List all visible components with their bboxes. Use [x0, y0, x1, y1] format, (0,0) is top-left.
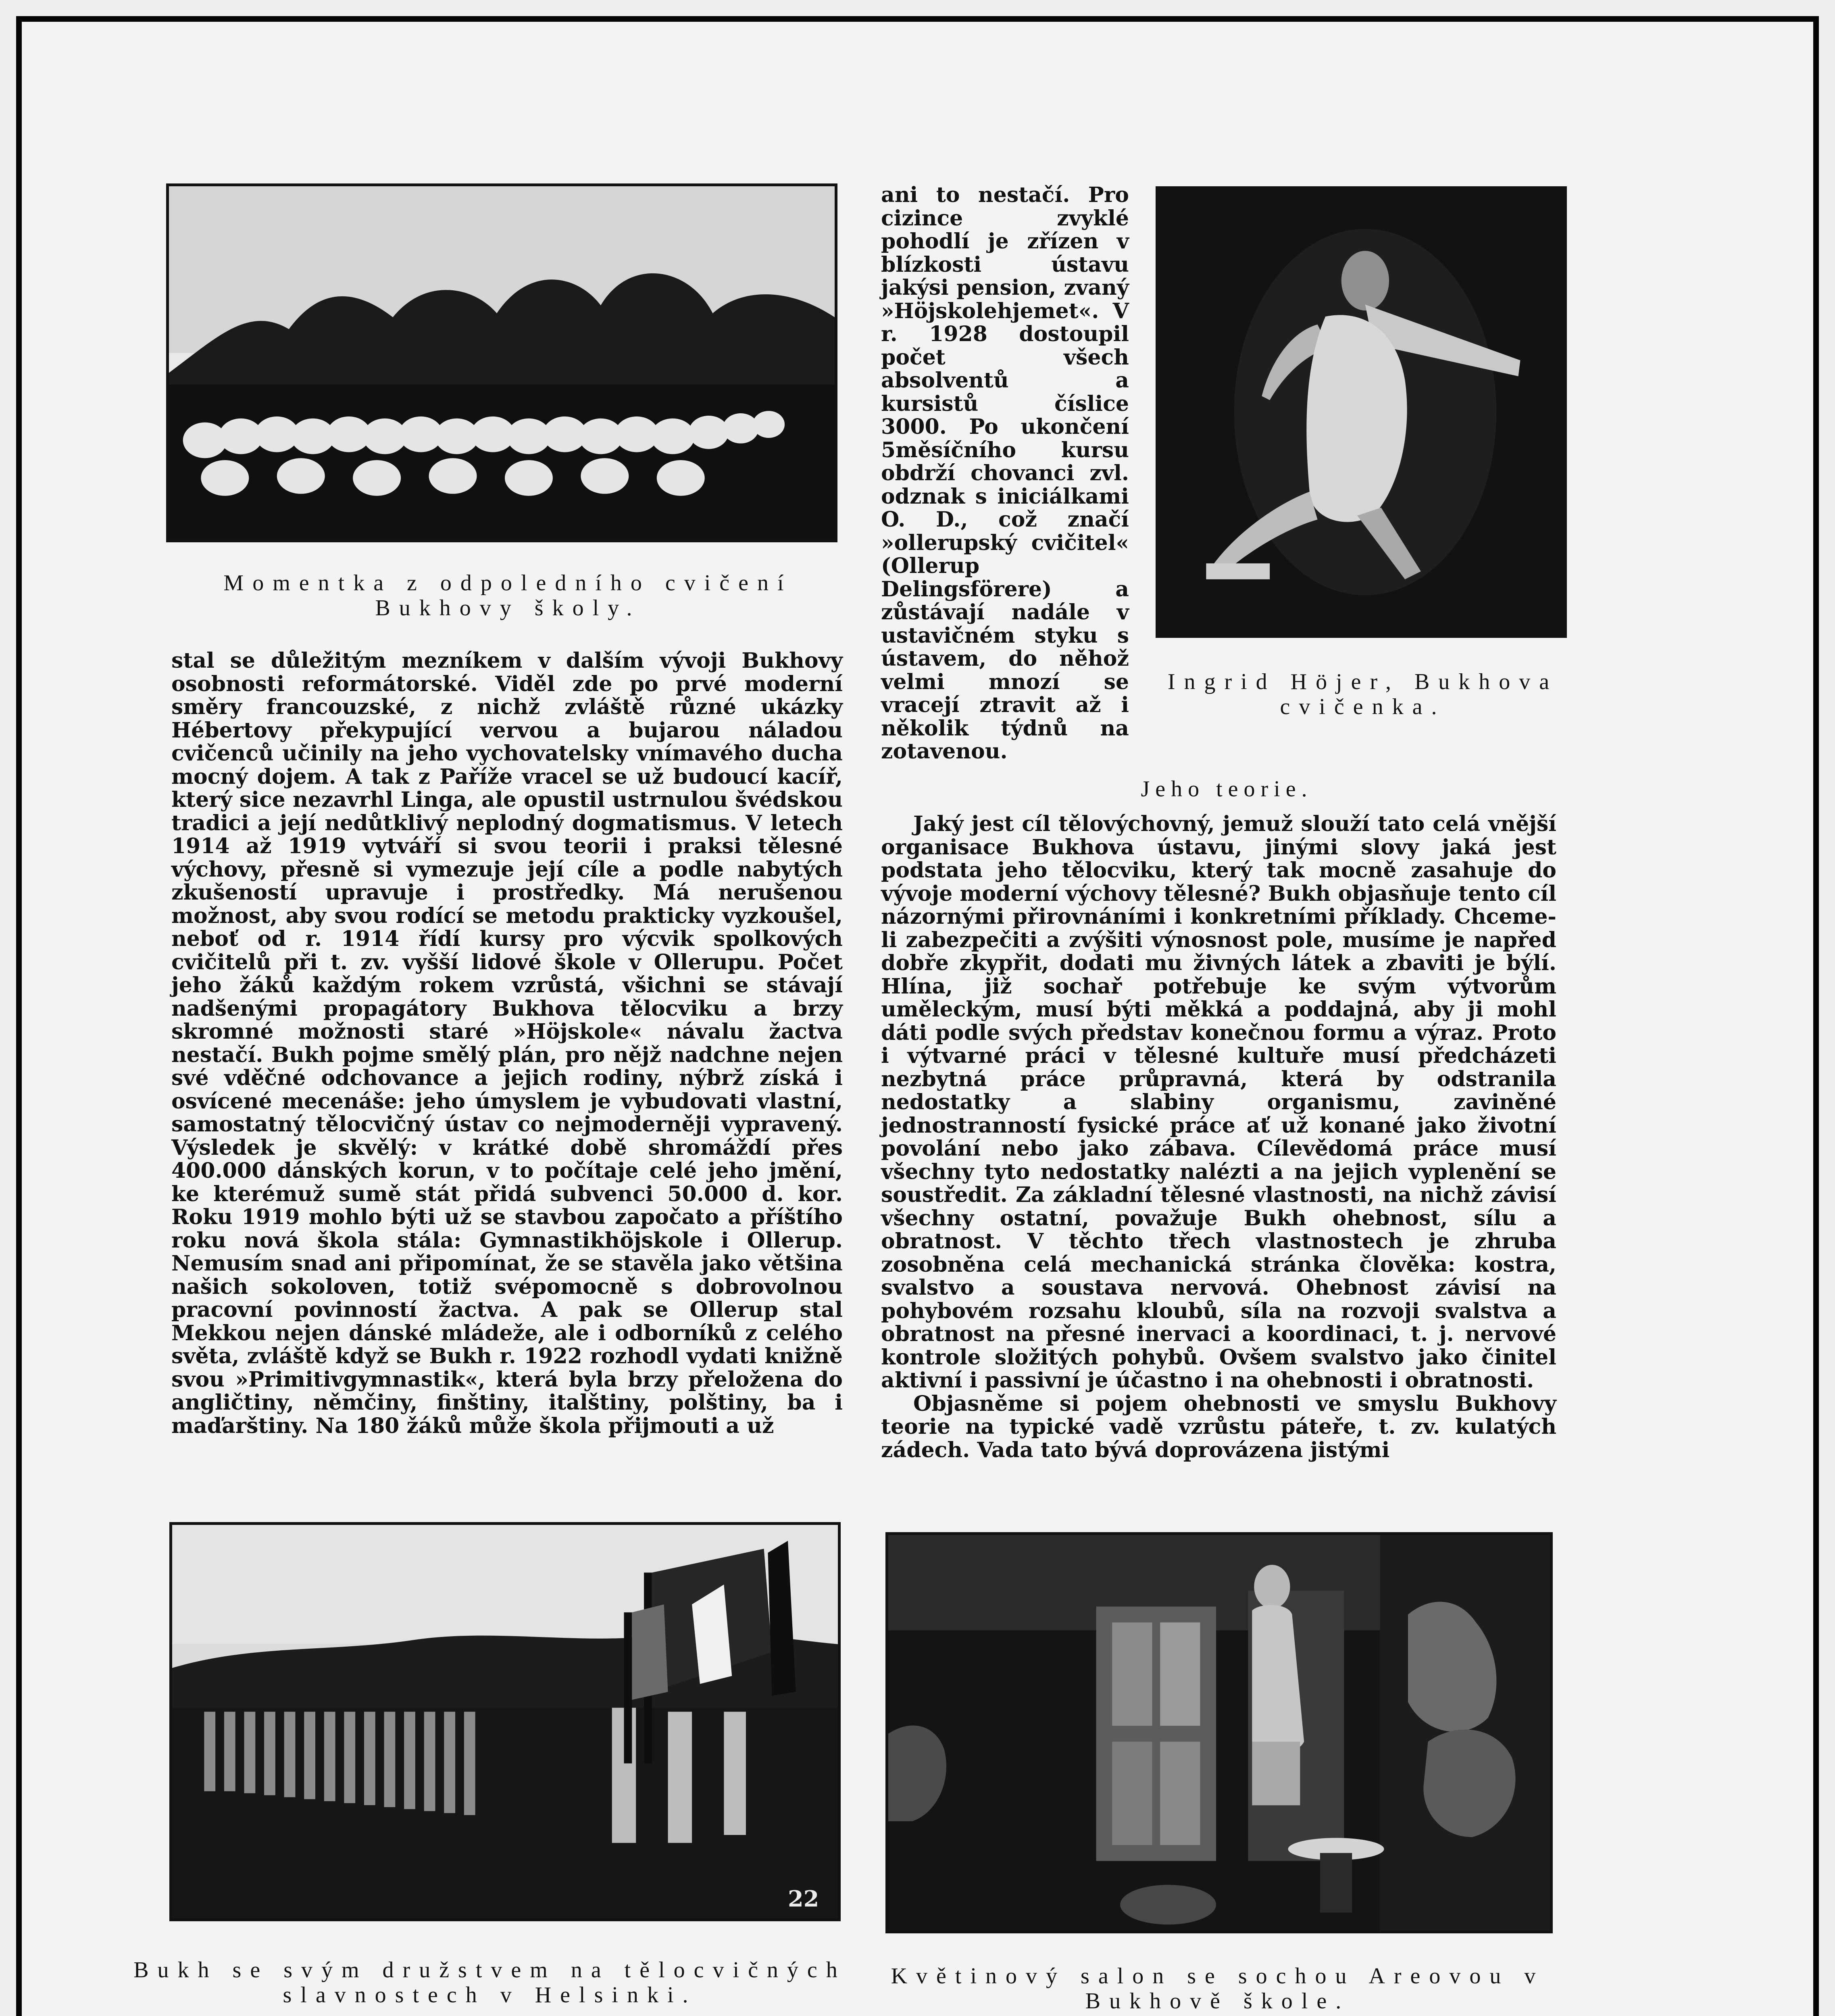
caption-afternoon-exercise: Momentka z odpoledního cvičení Bukhovy školy. [223, 571, 793, 621]
photo-flower-salon [885, 1532, 1553, 1933]
caption-flower-salon: Květinový salon se sochou Areovou v Bukhově škole. [891, 1964, 1545, 2014]
right-column [881, 812, 1556, 1462]
middle-column-paragraph: ani to nestačí. Pro cizince zvyklé pohodlí je zřízen v blízkosti ústavu jakýsi pension, zvaný »Höjskolehjemet«. V r. 1928 dostoupil počet všech absolventů a kursistů číslice 3000. Po ukončení 5měsíčního kursu obdrží chovanci zvl. odznak s iniciálkami O. D., což značí »ollerupský cvičitel« (Ollerup Delingsförere) a zůstávají nadále v ustavičném styku s ústavem, do něhož velmi mnozí se vracejí ztravit až i několik týdnů na zotavenou. [881, 183, 1129, 764]
middle-column [881, 183, 1129, 763]
photo-team-helsinki [169, 1522, 841, 1921]
photo-gymnast-portrait [1156, 186, 1567, 638]
photo-gymnast-portrait-image [1158, 189, 1564, 635]
photo-afternoon-exercise-image [169, 186, 835, 539]
right-column-paragraph-1: Jaký jest cíl tělovýchovný, jemuž slouží tato celá vnější organisace Bukhova ústavu, jinými slovy jaká jest podstata jeho tělocviku, který tak mocně zasahuje do vývoje moderní výchovy tělesné? Bukh objasňuje tento cíl názornými přirovnáními i konkretními příklady. Chceme-li zabezpečiti a zvýšiti výnosnost pole, musíme je napřed dobře zkypřit, dodati mu živných látek a zbaviti je býlí. Hlína, již sochař potřebuje ke svým výtvorům uměleckým, musí býti měkká a poddajná, aby ji mohl dáti podle svých představ konečnou formu a výraz. Proto i výtvarné práci v tělesné kultuře musí předcházeti nezbytná práce průpravná, která by odstranila nedostatky a slabiny organismu, zaviněné jednostranností fysické práce ať už konané jako životní povolání nebo jako zábava. Cílevědomá práce musí všechny tyto nedostatky nalézti a na jejich vyplenění se soustředit. Za základní tělesné vlastnosti, na nichž závisí všechny ostatní, považuje Bukh ohebnost, sílu a obratnost. V těchto třech vlastnostech je zhruba zosobněna celá mechanická stránka člověka: kostra, svalstvo a soustava nervová. Ohebnost závisí na pohybovém rozsahu kloubů, síla na rozvoji svalstva a obratnost na přesné inervaci a koordinaci, t. j. nervové kontrole složitých pohybů. Ovšem svalstvo jako činitel aktivní i passivní je účastno i na ohebnosti i obratnosti. [881, 812, 1556, 1393]
caption-team-helsinki: Bukh se svým družstvem na tělocvičných slavnostech v Helsinki. [133, 1958, 846, 2008]
left-column-paragraph: stal se důležitým mezníkem v dalším vývoji Bukhovy osobnosti reformátorské. Viděl zde po prvé moderní směry francouzské, z nichž zvláště různé ukázky Hébertovy překypující vervou a bujarou náladou cvičenců učinily na jeho vychovatelsky vnímavého ducha mocný dojem. A tak z Paříže vracel se už budoucí kacíř, který sice nezavrhl Linga, ale opustil ustrnulou švédskou tradici a její nedůtklivý neplodný dogmatismus. V letech 1914 až 1919 vytváří si svou teorii i praksi tělesné výchovy, přesně si vymezuje její cíle a podle nabytých zkušeností upravuje i prostředky. Má nerušenou možnost, aby svou rodící se metodu prakticky vyzkoušel, neboť od r. 1914 řídí kursy pro výcvik spolkových cvičitelů při t. zv. vyšší lidové škole v Ollerupu. Počet jeho žáků každým rokem vzrůstá, všichni se stávají nadšenými propagátory Bukhova tělocviku a brzy skromné možnosti staré »Höjskole« návalu žactva nestačí. Bukh pojme smělý plán, pro nějž nadchne nejen své vděčné odchovance a jejich rodiny, nýbrž získá i osvícené mecenáše: jeho úmyslem je vybudovati vlastní, samostatný tělocvičný ústav co nejmoderněji vypravený. Výsledek je skvělý: v krátké době shromáždí přes 400.000 dánských korun, v to počítaje celé jeho jmění, ke kterémuž sumě stát přidá subvenci 50.000 d. kor. Roku 1919 mohlo býti už se stavbou započato a příštího roku nová škola stála: Gymnastikhöjskole i Ollerup. Nemusím snad ani připomínat, že se stavěla jako většina našich sokoloven, totiž svépomocně s dobrovolnou pracovní povinností žactva. A pak se Ollerup stal Mekkou nejen dánské mládeže, ale i odborníků z celého světa, zvláště když se Bukh r. 1922 rozhodl vydati knižně svou »Primitivgymnastik«, která byla brzy přeložena do angličtiny, němčiny, finštiny, italštiny, polštiny, ba i maďarštiny. Na 180 žáků může škola přijmouti a už [171, 648, 843, 1438]
photo-afternoon-exercise [166, 183, 837, 542]
left-column [171, 649, 843, 1437]
photo-team-helsinki-image [172, 1525, 838, 1918]
photo-mark-22: 22 [788, 1886, 819, 1912]
section-title: Jeho teorie. [1141, 777, 1313, 802]
right-column-paragraph-2: Objasněme si pojem ohebnosti ve smyslu Bukhovy teorie na typické vadě vzrůstu páteře, t. zv. kulatých zádech. Vada tato bývá doprovázena jistými [881, 1391, 1556, 1462]
photo-flower-salon-image [888, 1535, 1550, 1931]
caption-gymnast: Ingrid Höjer, Bukhova cvičenka. [1167, 669, 1558, 719]
